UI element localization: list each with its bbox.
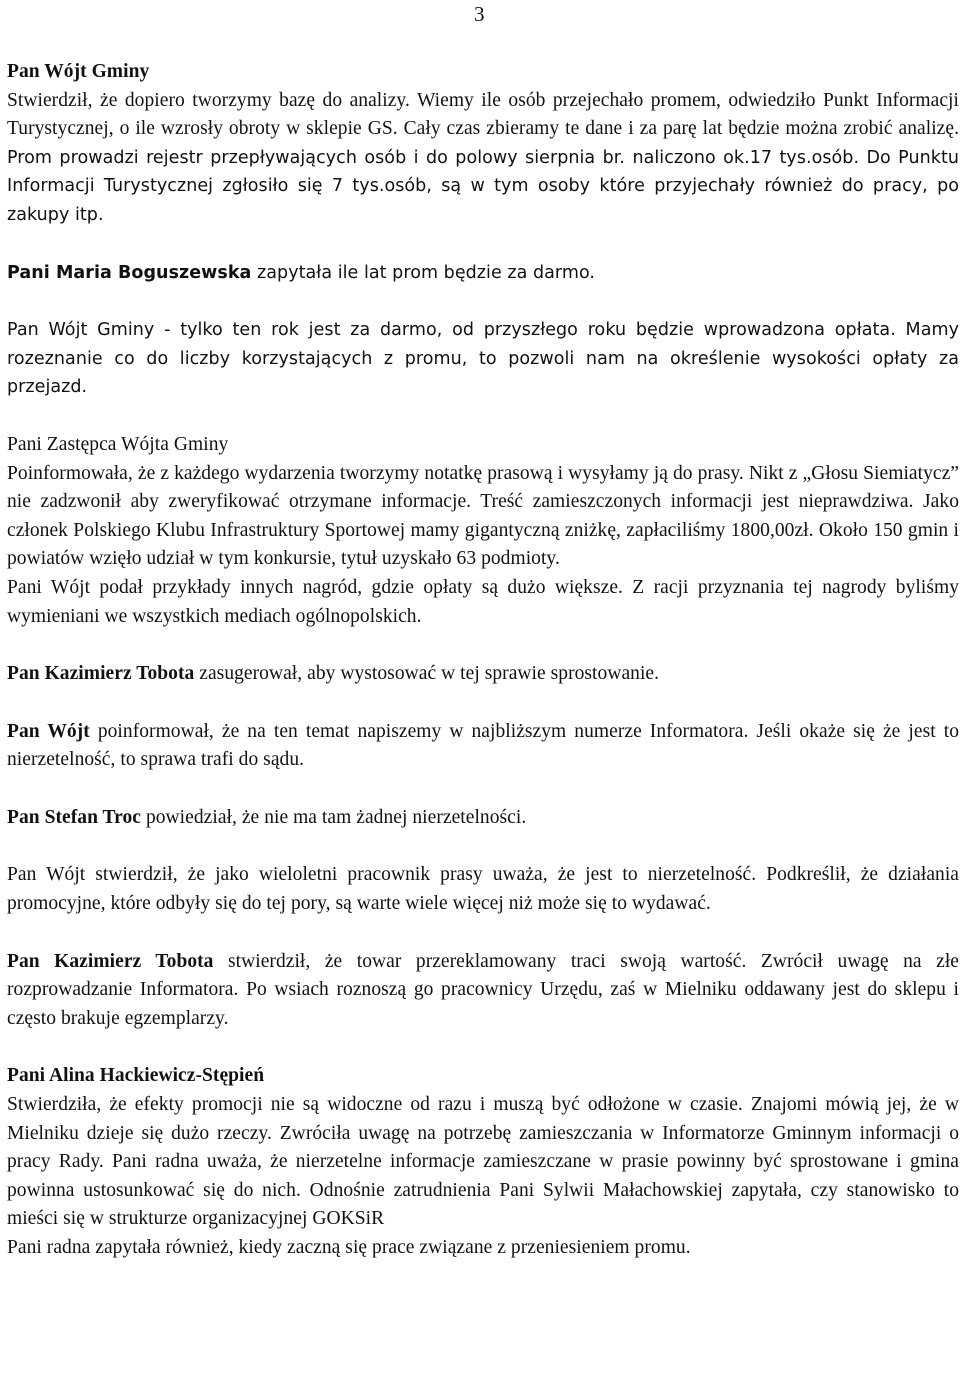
speaker-heading: Pani Alina Hackiewicz-Stępień — [7, 1065, 265, 1087]
paragraph — [7, 948, 959, 1034]
speaker-heading: Pani Zastępca Wójta Gminy — [7, 433, 229, 455]
paragraph-text: powiedział, że nie ma tam żadnej nierzetelności. — [145, 806, 527, 828]
paragraph-text: stwierdził, że towar przereklamowany traci swoją wartość. Zwrócił uwagę na złe rozprowadzanie Informatora. Po wsiach roznoszą go pracownicy Urzędu, zaś w Mielniku oddawany jest do sklepu i często brakuje egzemplarzy. — [7, 950, 959, 1029]
speaker-name: Pan Kazimierz Tobota — [7, 950, 214, 972]
paragraph-text: poinformował, że na ten temat napiszemy w najbliższym numerze Informatora. Jeśli okaże się że jest to nierzetelność, to sprawa trafi do sądu. — [7, 720, 960, 771]
document-body — [7, 58, 959, 1263]
paragraph-text: - tylko ten rok jest za darmo, od przyszłego roku będzie wprowadzona opłata. Mamy rozeznanie co do liczby korzystających z promu, to pozwoli nam na określenie wysokości opłaty za przejazd. — [7, 320, 959, 398]
paragraph — [7, 660, 959, 689]
speaker-name: Pan Kazimierz Tobota — [7, 663, 195, 685]
speaker-name: Pan Wójt Gminy — [7, 320, 155, 341]
page-number: 3 — [474, 2, 485, 26]
paragraph-text-sans: Prom prowadzi rejestr przepływających osób i do polowy sierpnia br. naliczono ok.17 tys.osób. Do Punktu Informacji Turystycznej zgłosiło się 7 tys.osób, są w tym osoby które przyjechały również do pracy, po zakupy itp. — [7, 147, 959, 225]
paragraph — [7, 259, 959, 288]
paragraph: Pan Wójt stwierdził, że jako wieloletni pracownik prasy uważa, że jest to nierzetelność. Podkreślił, że działania promocyjne, które odbyły się do tej pory, są warte wiele więcej niż może się to wydawać. — [7, 864, 959, 915]
paragraph — [7, 718, 959, 775]
paragraph: Pani Wójt podał przykłady innych nagród, gdzie opłaty są dużo większe. Z racji przyznania tej nagrody byliśmy wymieniani we wszystkich mediach ogólnopolskich. — [7, 576, 959, 627]
paragraph — [7, 804, 959, 833]
paragraph: Poinformowała, że z każdego wydarzenia tworzymy notatkę prasową i wysyłamy ją do prasy. Nikt z „Głosu Siemiatycz” nie zadzwonił aby zweryfikować otrzymane informacje. Treść zamieszczonych informacji jest nieprawdziwa. Jako członek Polskiego Klubu Infrastruktury Sportowej mamy gigantyczną zniżkę, zapłaciliśmy 1800,00zł. Około 150 gmin i powiatów wzięło udział w tym konkursie, tytuł uzyskało 63 podmioty. — [7, 462, 959, 570]
speaker-name: Pan Stefan Troc — [7, 806, 142, 828]
speaker-heading: Pan Wójt Gminy — [7, 61, 150, 82]
speaker-name: Pani Maria Boguszewska — [7, 262, 252, 283]
paragraph: Stwierdziła, że efekty promocji nie są widoczne od razu i muszą być odłożone w czasie. Znajomi mówią jej, że w Mielniku dzieje się dużo rzeczy. Zwróciła uwagę na potrzebę zamieszczania w Informatorze Gminnym informacji o pracy Rady. Pani radna uważa, że nierzetelne informacje zamieszczane w prasie powinny być sprostowane i gmina powinna ustosunkować się do nich. Odnośnie zatrudnienia Pani Sylwii Małachowskiej zapytała, czy stanowisko to mieści się w strukturze organizacyjnej GOKSiR — [7, 1094, 959, 1230]
paragraph-text: zapytała ile lat prom będzie za darmo. — [257, 262, 596, 283]
speaker-name: Pan Wójt — [7, 720, 90, 742]
paragraph: Pani radna zapytała również, kiedy zaczną się prace związane z przeniesieniem promu. — [7, 1237, 691, 1258]
paragraph — [7, 87, 959, 230]
paragraph-text: zasugerował, aby wystosować w tej sprawie sprostowanie. — [199, 663, 660, 685]
paragraph — [7, 316, 959, 402]
paragraph-text: Stwierdził, że dopiero tworzymy bazę do analizy. Wiemy ile osób przejechało promem, odwiedziło Punkt Informacji Turystycznej, o ile wzrosły obroty w sklepie GS. Cały czas zbieramy te dane i za parę lat będzie można zrobić analizę. — [7, 89, 959, 140]
